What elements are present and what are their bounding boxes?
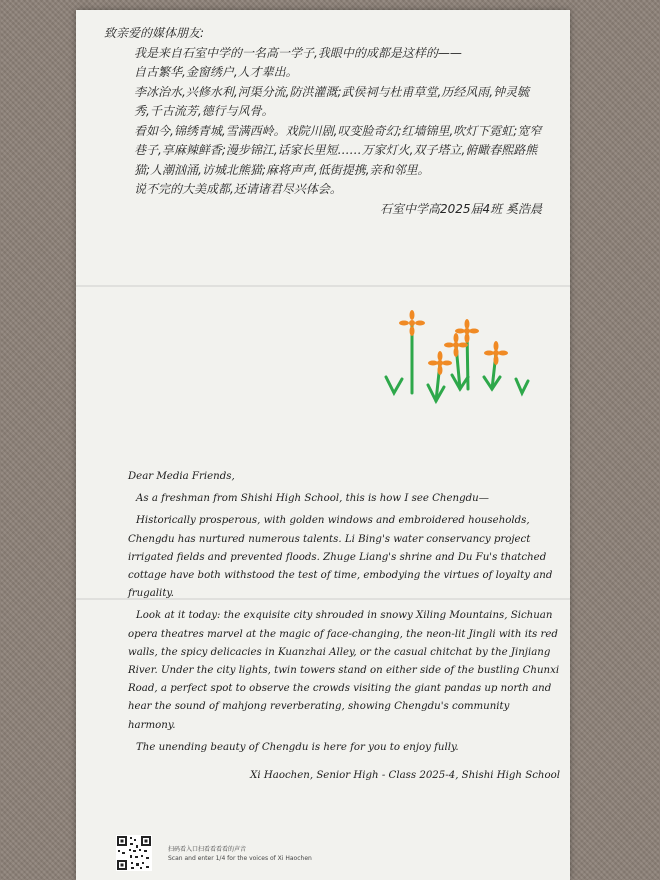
footer-caption	[168, 845, 312, 863]
chinese-signature: 石室中学高2025届4班 奚浩晨	[380, 201, 542, 216]
footer-caption-chinese: 扫码看入口扫看看看看的声音	[168, 846, 247, 853]
chinese-greeting: 致亲爱的媒体朋友:	[104, 26, 205, 40]
footer-caption-english: Scan and enter 1/4 for the voices of Xi Haochen	[168, 855, 312, 862]
paper-fold-line	[76, 285, 570, 287]
english-signature: Xi Haochen, Senior High - Class 2025-4, Shishi High School	[250, 770, 560, 782]
english-paragraph-1: Historically prosperous, with golden windows and embroidered households, Chengdu has nurtured numerous talents. Li Bing's water conservancy project irrigated fields and prevented floods. Zhuge Liang's shrine and Du Fu's thatched cottage have both withstood the test of time, embodying the virtues of loyalty and frugality.	[128, 515, 553, 600]
english-greeting: Dear Media Friends,	[128, 471, 235, 482]
flower-drawing-icon	[376, 305, 536, 420]
footer	[116, 835, 376, 875]
chinese-paragraph-3: 看如今,锦绣青城,雪满西岭。戏院川剧,叹变脸奇幻;红墙锦里,吹灯下霓虹;宽窄巷子,享麻辣鲜香;漫步锦江,话家长里短……万家灯火,双子塔立,俯瞰春熙路熊猫;人潮汹涌,访城北熊猫;麻将声声,低街提携,亲和邻里。	[134, 123, 542, 177]
chinese-closing: 说不完的大美成都,还请诸君尽兴体会。	[134, 182, 342, 196]
english-closing: The unending beauty of Chengdu is here for you to enjoy fully.	[136, 741, 459, 753]
english-letter	[128, 468, 560, 789]
english-intro: As a freshman from Shishi High School, this is how I see Chengdu—	[136, 493, 489, 505]
chinese-paragraph-1: 自古繁华,金窗绣户,人才辈出。	[134, 65, 298, 79]
qr-code-icon[interactable]	[116, 835, 152, 871]
chinese-paragraph-2: 李冰治水,兴修水利,河渠分流,防洪灌溉;武侯祠与杜甫草堂,历经风雨,钟灵毓秀,千古流芳,德行与风骨。	[134, 84, 530, 118]
chinese-letter	[104, 24, 544, 219]
english-paragraph-2: Look at it today: the exquisite city shrouded in snowy Xiling Mountains, Sichuan opera theatres marvel at the magic of face-changing, the neon-lit Jingli with its red walls, the spicy delicacies in Kuanzhai Alley, or the casual chitchat by the Jinjiang River. Under the city lights, twin towers stand on either side of the bustling Chunxi Road, a perfect spot to observe the crowds visiting the giant pandas up north and hear the sound of mahjong reverberating, showing Chengdu's community harmony.	[128, 610, 560, 731]
letter-sheet	[76, 10, 570, 880]
chinese-intro: 我是来自石室中学的一名高一学子,我眼中的成都是这样的——	[134, 45, 462, 60]
